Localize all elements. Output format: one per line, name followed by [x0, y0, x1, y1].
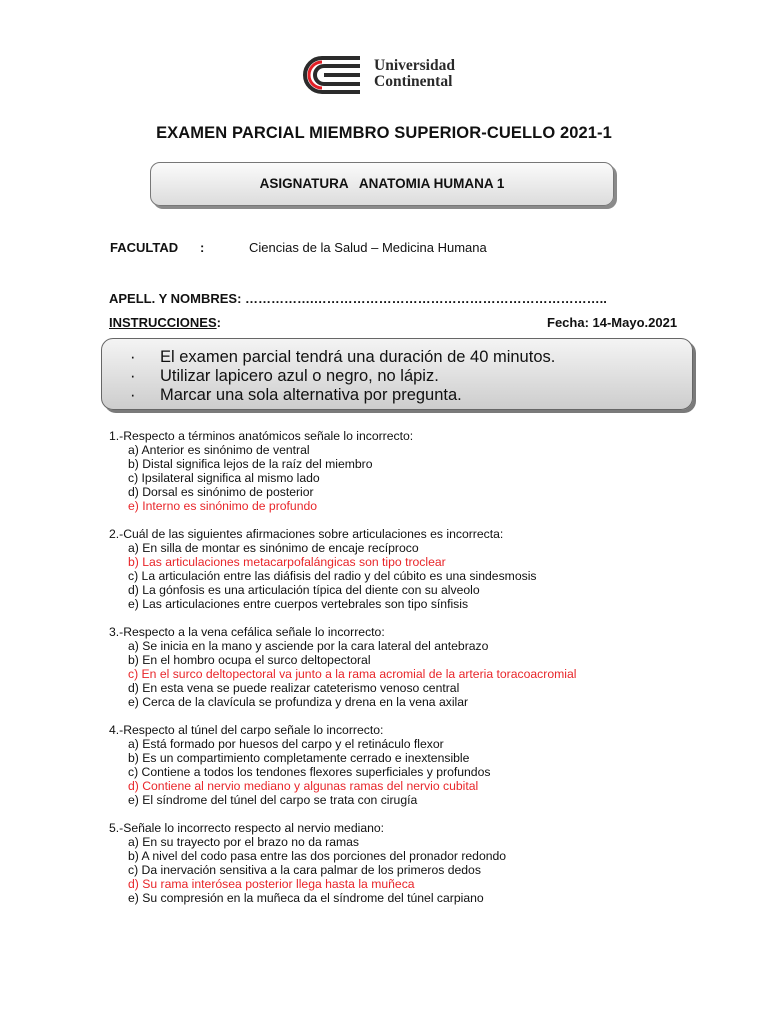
option-b: b) En el hombro ocupa el surco deltopectoral	[128, 653, 371, 667]
question-title: 5.-Señale lo incorrecto respecto al nervio mediano:	[109, 821, 385, 835]
option-d: d) Dorsal es sinónimo de posterior	[128, 485, 314, 499]
option-a: a) Se inicia en la mano y asciende por la cara lateral del antebrazo	[128, 639, 489, 653]
option-e-answer: e) Interno es sinónimo de profundo	[128, 499, 318, 513]
option-b: b) A nivel del codo pasa entre las dos porciones del pronador redondo	[128, 849, 507, 863]
option-d-answer: d) Su rama interósea posterior llega hasta la muñeca	[128, 877, 415, 891]
option-c-answer: c) En el surco deltopectoral va junto a la rama acromial de la arteria toracoacromial	[128, 667, 577, 681]
question-2	[109, 527, 537, 611]
logo-wordmark	[374, 58, 455, 90]
instruction-text: Marcar una sola alternativa por pregunta.	[160, 386, 462, 404]
option-b-answer: b) Las articulaciones metacarpofalángicas son tipo troclear	[128, 555, 446, 569]
option-e: e) Las articulaciones entre cuerpos vertebrales son tipo sínfisis	[128, 597, 469, 611]
option-d: d) En esta vena se puede realizar cateterismo venoso central	[128, 681, 460, 695]
bullet: ·	[130, 386, 136, 404]
option-a: a) En su trayecto por el brazo no da ramas	[128, 835, 360, 849]
option-c: c) La articulación entre las diáfisis del radio y del cúbito es una sindesmosis	[128, 569, 537, 583]
option-c: c) Contiene a todos los tendones flexores superficiales y profundos	[128, 765, 491, 779]
option-e: e) El síndrome del túnel del carpo se trata con cirugía	[128, 793, 418, 807]
university-logo	[300, 54, 475, 96]
exam-title: EXAMEN PARCIAL MIEMBRO SUPERIOR-CUELLO 2021-1	[156, 124, 612, 142]
names-field: APELL. Y NOMBRES: …………….…………………………………………………………..	[109, 291, 607, 306]
logo-line-2: Continental	[374, 73, 453, 90]
option-a: a) En silla de montar es sinónimo de encaje recíproco	[128, 541, 419, 555]
question-4	[109, 723, 490, 807]
option-e: e) Cerca de la clavícula se profundiza y drena en la vena axilar	[128, 695, 469, 709]
instruction-text: Utilizar lapicero azul o negro, no lápiz.	[160, 367, 439, 385]
option-d-answer: d) Contiene al nervio mediano y algunas ramas del nervio cubital	[128, 779, 479, 793]
option-b: b) Distal significa lejos de la raíz del miembro	[128, 457, 373, 471]
option-e: e) Su compresión en la muñeca da el síndrome del túnel carpiano	[128, 891, 484, 905]
bullet: ·	[130, 348, 136, 366]
option-a: a) Está formado por huesos del carpo y el retináculo flexor	[128, 737, 444, 751]
question-3	[109, 625, 576, 709]
option-d: d) La gónfosis es una articulación típica del diente con su alveolo	[128, 583, 480, 597]
question-1	[109, 429, 413, 513]
question-5	[109, 821, 506, 905]
option-c: c) Da inervación sensitiva a la cara palmar de los primeros dedos	[128, 863, 481, 877]
instructions-label: INSTRUCCIONES	[109, 315, 217, 330]
option-a: a) Anterior es sinónimo de ventral	[128, 443, 310, 457]
instructions-heading	[109, 315, 221, 330]
question-title: 3.-Respecto a la vena cefálica señale lo incorrecto:	[109, 625, 385, 639]
option-c: c) Ipsilateral significa al mismo lado	[128, 471, 320, 485]
instructions-colon: :	[216, 315, 221, 330]
instructions-box	[101, 338, 693, 410]
bullet: ·	[130, 367, 136, 385]
exam-date: Fecha: 14-Mayo.2021	[547, 315, 678, 330]
option-b: b) Es un compartimiento completamente cerrado e inextensible	[128, 751, 470, 765]
universidad-continental-logo-icon	[300, 54, 368, 96]
subject-label: ASIGNATURA ANATOMIA HUMANA 1	[259, 176, 505, 191]
question-title: 1.-Respecto a términos anatómicos señale lo incorrecto:	[109, 429, 414, 443]
question-title: 2.-Cuál de las siguientes afirmaciones sobre articulaciones es incorrecta:	[109, 527, 504, 541]
faculty-value: Ciencias de la Salud – Medicina Humana	[249, 240, 487, 255]
faculty-colon: :	[200, 240, 205, 255]
question-title: 4.-Respecto al túnel del carpo señale lo incorrecto:	[109, 723, 384, 737]
instruction-text: El examen parcial tendrá una duración de 40 minutos.	[160, 348, 556, 366]
logo-line-1: Universidad	[374, 57, 455, 74]
subject-box	[150, 162, 614, 206]
faculty-label: FACULTAD	[110, 240, 179, 255]
